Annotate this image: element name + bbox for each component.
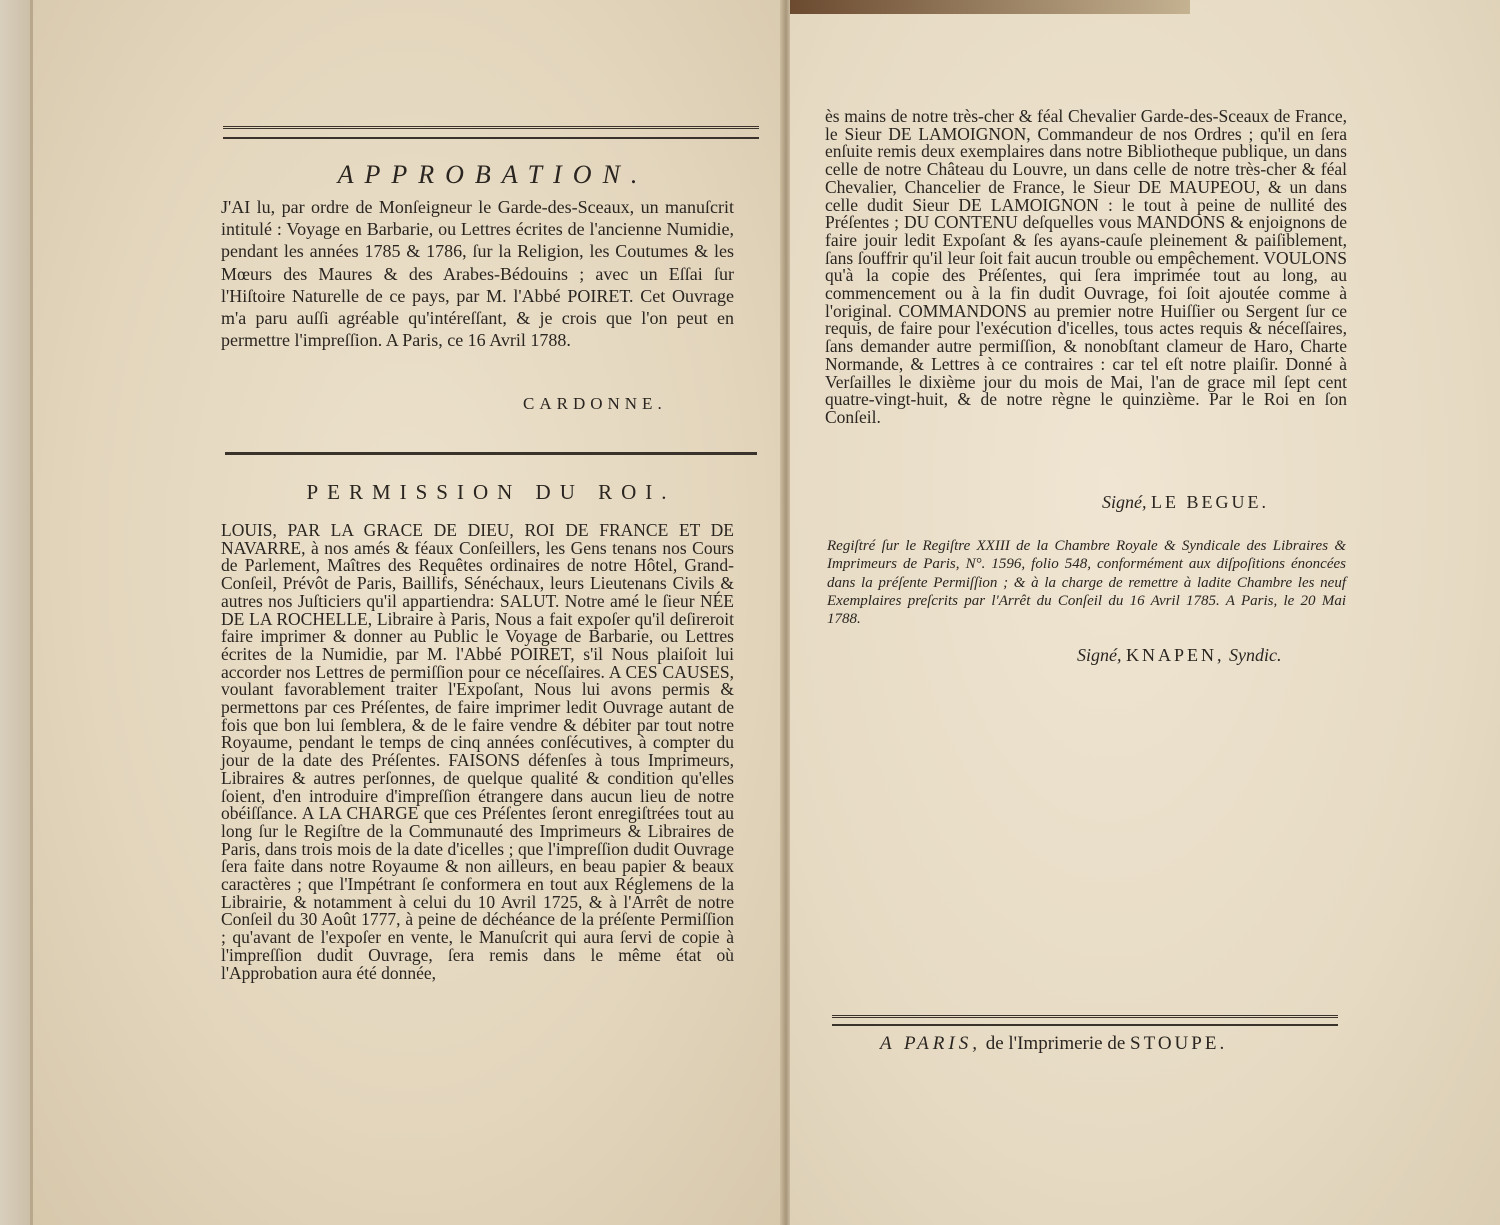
signature-2-suffix: Syndic.	[1229, 645, 1282, 665]
permission-continuation: ès mains de notre très-cher & féal Chevalier Garde-des-Sceaux de France, le Sieur DE LAMOIGNON, Commandeur de nos Ordres ; qu'il en ſera enſuite remis deux exemplaires dans notre Bibliotheque publique, un dans celle de notre Château du Louvre, un dans celle de notre très-cher & féal Chevalier, Chancelier de France, le Sieur DE MAUPEOU, & un dans celle dudit Sieur DE LAMOIGNON : le tout à peine de nullité des Préſentes ; DU CONTENU deſquelles vous MANDONS & enjoignons de faire jouir ledit Expoſant & ſes ayans-cauſe pleinement & paiſiblement, ſans ſouffrir qu'il leur ſoit fait aucun trouble ou empêchement. VOULONS qu'à la copie des Préſentes, qui ſera imprimée tout au long, au commencement ou à la fin dudit Ouvrage, foi ſoit ajoutée comme à l'original. COMMANDONS au premier notre Huiſſier ou Sergent ſur ce requis, de faire pour l'exécution d'icelles, tous actes requis & néceſſaires, ſans demander autre permiſſion, & nonobſtant clameur de Haro, Charte Normande, & Lettres à ce contraires : car tel eſt notre plaiſir. Donné à Verſailles le dixième jour du mois de Mai, l'an de grace mil ſept cent quatre-vingt-huit, & de notre règne le quinzième. Par le Roi en ſon Conſeil.	[825, 106, 1347, 427]
imprint-line	[880, 1033, 1340, 1055]
left-page	[30, 0, 785, 1225]
permission-body: LOUIS, PAR LA GRACE DE DIEU, ROI DE FRANCE ET DE NAVARRE, à nos amés & féaux Conſeillers, les Gens tenans nos Cours de Parlement, Maîtres des Requêtes ordinaires de notre Hôtel, Grand-Conſeil, Prévôt de Paris, Baillifs, Sénéchaux, leurs Lieutenans Civils & autres nos Juſticiers qu'il appartiendra: SALUT. Notre amé le ſieur NÉE DE LA ROCHELLE, Libraire à Paris, Nous a fait expoſer qu'il deſireroit faire imprimer & donner au Public le Voyage de Barbarie, ou Lettres écrites de la Numidie, par M. l'Abbé POIRET, s'il Nous plaiſoit lui accorder nos Lettres de permiſſion pour ce néceſſaires. A CES CAUSES, voulant favorablement traiter l'Expoſant, Nous lui avons permis & permettons par ces Préſentes, de faire imprimer ledit Ouvrage autant de fois que bon lui ſemblera, & de le faire vendre & débiter par tout notre Royaume, pendant le temps de cinq années conſécutives, à compter du jour de la date des Préſentes. FAISONS défenſes à tous Imprimeurs, Libraires & autres perſonnes, de quelque qualité & condition qu'elles ſoient, d'en introduire d'impreſſion étrangere dans aucun lieu de notre obéiſſance. A LA CHARGE que ces Préſentes ſeront enregiſtrées tout au long ſur le Regiſtre de la Communauté des Imprimeurs & Libraires de Paris, dans trois mois de la date d'icelles ; que l'impreſſion dudit Ouvrage ſera faite dans notre Royaume & non ailleurs, en beau papier & beaux caractères ; que l'Impétrant ſe conformera en tout aux Réglemens de la Librairie, & notamment à celui du 10 Avril 1725, & à l'Arrêt de notre Conſeil du 30 Août 1777, à peine de déchéance de la préſente Permiſſion ; qu'avant de l'expoſer en vente, le Manuſcrit qui aura ſervi de copie à l'impreſſion dudit Ouvrage, ſera remis dans le même état où l'Approbation aura été donnée,	[221, 520, 734, 983]
signature-le-begue	[1102, 492, 1269, 513]
approbation-title: APPROBATION.	[337, 160, 649, 189]
header-rule-thin	[223, 137, 759, 139]
signature-1-name: LE BEGUE.	[1151, 492, 1269, 512]
book-cover-edge	[0, 0, 30, 1225]
signature-1-prefix: Signé,	[1102, 492, 1147, 512]
top-binding-edge	[790, 0, 1190, 14]
section-divider	[225, 452, 757, 455]
footer-rule-thin	[832, 1024, 1338, 1026]
registre-text: Regiſtré ſur le Regiſtre XXIII de la Chambre Royale & Syndicale des Libraires & Imprimeurs de Paris, N°. 1596, folio 548, conformément aux diſpoſitions énoncées dans la préſente Permiſſion ; & à la charge de remettre à ladite Chambre les neuf Exemplaires preſcrits par l'Arrêt du Conſeil du 16 Avril 1785. A Paris, le 20 Mai 1788.	[827, 538, 1346, 628]
right-page	[790, 0, 1500, 1225]
permission-text	[221, 522, 734, 982]
signature-2-name: KNAPEN,	[1126, 645, 1225, 665]
imprint-printer: STOUPE.	[1130, 1033, 1228, 1054]
signature-knapen	[1077, 645, 1282, 666]
imprint-place: A PARIS,	[880, 1033, 981, 1054]
imprint-text: de l'Imprimerie de	[985, 1033, 1126, 1054]
header-rule	[223, 126, 759, 129]
approbation-signature: CARDONNE.	[523, 394, 667, 413]
approbation-text	[221, 196, 734, 351]
approbation-body: J'AI lu, par ordre de Monſeigneur le Garde-des-Sceaux, un manuſcrit intitulé : Voyage en Barbarie, ou Lettres écrites de l'ancienne Numidie, pendant les années 1785 & 1786, ſur la Religion, les Coutumes & les Mœurs des Maures & des Arabes-Bédouins ; avec un Eſſai ſur l'Hiſtoire Naturelle de ce pays, par M. l'Abbé POIRET. Cet Ouvrage m'a paru auſſi agréable qu'intéreſſant, & je crois que l'on peut en permettre l'impreſſion. A Paris, ce 16 Avril 1788.	[221, 197, 734, 351]
footer-rule	[832, 1015, 1338, 1018]
signature-2-prefix: Signé,	[1077, 645, 1122, 665]
permission-title: PERMISSION DU ROI.	[306, 480, 676, 504]
